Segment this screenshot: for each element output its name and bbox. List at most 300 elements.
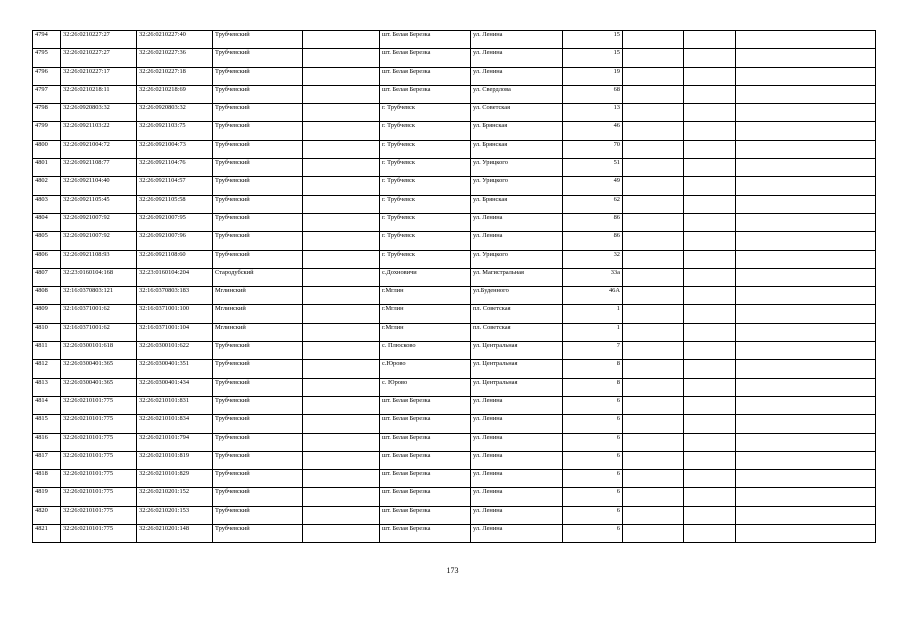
cell-street: ул. Урицкого [471,250,563,268]
cell-parent-cadastral-number: 32:26:0210101:775 [61,470,137,488]
cell-note [736,250,876,268]
cell-parent-cadastral-number: 32:26:0210227:27 [61,31,137,49]
cell-note [736,159,876,177]
cell-cadastral-number: 32:26:0300401:351 [137,360,213,378]
cell-note [736,433,876,451]
cell-row-number: 4799 [33,122,61,140]
cell-house-number: 6 [563,470,623,488]
cell-parent-cadastral-number: 32:26:0920803:32 [61,104,137,122]
cell-district: Трубчевский [213,360,303,378]
cell-settlement-type [303,250,380,268]
cell-street: пл. Советская [471,305,563,323]
cell-locality: шт. Белая Березка [380,49,471,67]
cell-district: Трубчевский [213,378,303,396]
cell-cadastral-number: 32:26:0921007:95 [137,213,213,231]
cell-parent-cadastral-number: 32:26:0210227:27 [61,49,137,67]
cell-settlement-type [303,360,380,378]
cell-cadastral-number: 32:26:0210201:148 [137,525,213,543]
cell-settlement-type [303,195,380,213]
table-row [33,287,876,305]
cell-settlement-type [303,451,380,469]
cell-cadastral-number: 32:26:0210201:152 [137,488,213,506]
cell-row-number: 4795 [33,49,61,67]
cell-row-number: 4802 [33,177,61,195]
cell-settlement-type [303,213,380,231]
cell-district: Трубчевский [213,177,303,195]
registry-table [32,30,876,543]
cell-cadastral-number: 32:26:0921105:58 [137,195,213,213]
cell-parent-cadastral-number: 32:26:0921103:22 [61,122,137,140]
cell-street: ул. Брянская [471,122,563,140]
cell-cadastral-number: 32:23:0160104:204 [137,268,213,286]
cell-parent-cadastral-number: 32:26:0210218:11 [61,85,137,103]
table-row [33,378,876,396]
cell-settlement-type [303,433,380,451]
cell-district: Трубчевский [213,433,303,451]
cell-locality: г.Мглин [380,305,471,323]
cell-building [623,85,684,103]
table-row [33,85,876,103]
cell-street: ул. Ленина [471,451,563,469]
cell-district: Трубчевский [213,415,303,433]
table-row [33,122,876,140]
cell-house-number: 86 [563,232,623,250]
cell-locality: шт. Белая Березка [380,31,471,49]
cell-street: ул. Ленина [471,488,563,506]
cell-apartment [684,122,736,140]
cell-row-number: 4800 [33,140,61,158]
cell-locality: г. Трубчевск [380,177,471,195]
cell-district: Трубчевский [213,488,303,506]
cell-row-number: 4821 [33,525,61,543]
cell-locality: г. Трубчевск [380,250,471,268]
cell-settlement-type [303,287,380,305]
table-row [33,195,876,213]
cell-district: Трубчевский [213,140,303,158]
cell-house-number: 6 [563,506,623,524]
cell-building [623,122,684,140]
cell-apartment [684,49,736,67]
table-row [33,415,876,433]
cell-building [623,506,684,524]
cell-house-number: 32 [563,250,623,268]
cell-note [736,287,876,305]
cell-locality: шт. Белая Березка [380,433,471,451]
cell-locality: шт. Белая Березка [380,396,471,414]
cell-parent-cadastral-number: 32:26:0300401:365 [61,378,137,396]
cell-house-number: 6 [563,433,623,451]
cell-house-number: 6 [563,415,623,433]
cell-note [736,232,876,250]
cell-settlement-type [303,31,380,49]
table-row [33,31,876,49]
cell-locality: г. Трубчевск [380,122,471,140]
cell-street: ул. Ленина [471,433,563,451]
cell-building [623,360,684,378]
cell-locality: г. Трубчевск [380,232,471,250]
cell-parent-cadastral-number: 32:16:0371001:62 [61,323,137,341]
cell-house-number: 15 [563,31,623,49]
table-row [33,433,876,451]
cell-street: ул. Центральная [471,342,563,360]
table-row [33,177,876,195]
cell-street: ул. Ленина [471,67,563,85]
cell-building [623,287,684,305]
cell-building [623,305,684,323]
cell-settlement-type [303,232,380,250]
cell-row-number: 4801 [33,159,61,177]
cell-house-number: 7 [563,342,623,360]
cell-district: Трубчевский [213,506,303,524]
cell-locality: с. Юрово [380,378,471,396]
cell-house-number: 86 [563,213,623,231]
cell-street: ул. Ленина [471,49,563,67]
cell-district: Трубчевский [213,122,303,140]
cell-house-number: 6 [563,396,623,414]
cell-note [736,451,876,469]
cell-district: Трубчевский [213,67,303,85]
cell-house-number: 62 [563,195,623,213]
cell-row-number: 4818 [33,470,61,488]
cell-street: ул. Центральная [471,360,563,378]
cell-house-number: 70 [563,140,623,158]
page-number: 173 [446,566,459,575]
cell-building [623,433,684,451]
cell-row-number: 4816 [33,433,61,451]
cell-district: Мглинский [213,305,303,323]
cell-street: ул. Магистральная [471,268,563,286]
cell-settlement-type [303,470,380,488]
cell-house-number: 6 [563,488,623,506]
table-row [33,140,876,158]
cell-row-number: 4817 [33,451,61,469]
cell-cadastral-number: 32:26:0210218:69 [137,85,213,103]
cell-apartment [684,506,736,524]
cell-cadastral-number: 32:26:0210201:153 [137,506,213,524]
registry-table-body [33,31,876,543]
cell-apartment [684,360,736,378]
cell-row-number: 4805 [33,232,61,250]
cell-note [736,67,876,85]
cell-settlement-type [303,140,380,158]
cell-locality: шт. Белая Березка [380,415,471,433]
cell-street: ул. Советская [471,104,563,122]
cell-parent-cadastral-number: 32:26:0210101:775 [61,415,137,433]
cell-locality: г. Трубчевск [380,104,471,122]
cell-house-number: 46А [563,287,623,305]
cell-note [736,177,876,195]
cell-apartment [684,396,736,414]
cell-street: ул. Ленина [471,415,563,433]
cell-parent-cadastral-number: 32:23:0160104:168 [61,268,137,286]
cell-cadastral-number: 32:16:0371001:100 [137,305,213,323]
cell-parent-cadastral-number: 32:26:0210101:775 [61,488,137,506]
cell-parent-cadastral-number: 32:26:0210227:17 [61,67,137,85]
cell-settlement-type [303,49,380,67]
cell-settlement-type [303,488,380,506]
cell-locality: г.Мглин [380,287,471,305]
cell-apartment [684,488,736,506]
cell-row-number: 4804 [33,213,61,231]
table-row [33,488,876,506]
cell-building [623,49,684,67]
table-row [33,323,876,341]
cell-district: Стародубский [213,268,303,286]
cell-district: Трубчевский [213,342,303,360]
cell-row-number: 4806 [33,250,61,268]
cell-house-number: 68 [563,85,623,103]
cell-note [736,323,876,341]
cell-building [623,195,684,213]
cell-cadastral-number: 32:26:0210101:831 [137,396,213,414]
cell-row-number: 4811 [33,342,61,360]
table-row [33,159,876,177]
cell-locality: г.Мглин [380,323,471,341]
cell-apartment [684,287,736,305]
cell-building [623,378,684,396]
cell-locality: с.Дохновичи [380,268,471,286]
cell-settlement-type [303,342,380,360]
cell-locality: шт. Белая Березка [380,525,471,543]
cell-cadastral-number: 32:16:0370803:183 [137,287,213,305]
cell-street: ул. Центральная [471,378,563,396]
cell-apartment [684,31,736,49]
table-row [33,232,876,250]
cell-district: Мглинский [213,287,303,305]
table-row [33,250,876,268]
cell-settlement-type [303,506,380,524]
cell-apartment [684,67,736,85]
cell-apartment [684,433,736,451]
cell-district: Трубчевский [213,49,303,67]
cell-parent-cadastral-number: 32:16:0370803:121 [61,287,137,305]
cell-parent-cadastral-number: 32:26:0921104:40 [61,177,137,195]
cell-building [623,470,684,488]
cell-settlement-type [303,396,380,414]
cell-row-number: 4796 [33,67,61,85]
cell-district: Трубчевский [213,451,303,469]
table-row [33,451,876,469]
cell-settlement-type [303,323,380,341]
cell-house-number: 6 [563,525,623,543]
cell-cadastral-number: 32:16:0371001:104 [137,323,213,341]
cell-apartment [684,268,736,286]
cell-parent-cadastral-number: 32:26:0921007:92 [61,213,137,231]
cell-district: Трубчевский [213,396,303,414]
cell-street: ул. Ленина [471,470,563,488]
cell-cadastral-number: 32:26:0921007:96 [137,232,213,250]
cell-street: пл. Советская [471,323,563,341]
cell-locality: г. Трубчевск [380,213,471,231]
cell-street: ул. Ленина [471,525,563,543]
cell-parent-cadastral-number: 32:26:0921105:45 [61,195,137,213]
cell-street: ул. Ленина [471,396,563,414]
table-row [33,506,876,524]
cell-street: ул. Ленина [471,506,563,524]
cell-apartment [684,470,736,488]
cell-note [736,378,876,396]
cell-apartment [684,104,736,122]
cell-row-number: 4812 [33,360,61,378]
cell-note [736,268,876,286]
cell-district: Трубчевский [213,232,303,250]
cell-locality: шт. Белая Березка [380,451,471,469]
cell-apartment [684,213,736,231]
table-row [33,305,876,323]
cell-cadastral-number: 32:26:0210101:834 [137,415,213,433]
cell-settlement-type [303,378,380,396]
cell-building [623,415,684,433]
cell-house-number: 33а [563,268,623,286]
cell-settlement-type [303,177,380,195]
cell-building [623,396,684,414]
cell-locality: шт. Белая Березка [380,67,471,85]
cell-cadastral-number: 32:26:0210101:794 [137,433,213,451]
cell-parent-cadastral-number: 32:26:0921108:93 [61,250,137,268]
cell-cadastral-number: 32:26:0210227:40 [137,31,213,49]
cell-building [623,342,684,360]
cell-settlement-type [303,159,380,177]
cell-apartment [684,305,736,323]
cell-settlement-type [303,104,380,122]
cell-street: ул. Ленина [471,213,563,231]
cell-building [623,525,684,543]
cell-row-number: 4813 [33,378,61,396]
cell-house-number: 1 [563,305,623,323]
cell-cadastral-number: 32:26:0300101:622 [137,342,213,360]
cell-parent-cadastral-number: 32:26:0921007:92 [61,232,137,250]
cell-street: ул. Урицкого [471,177,563,195]
cell-row-number: 4809 [33,305,61,323]
table-row [33,268,876,286]
cell-street: ул. Ленина [471,31,563,49]
cell-cadastral-number: 32:26:0210101:819 [137,451,213,469]
cell-district: Трубчевский [213,104,303,122]
cell-note [736,305,876,323]
cell-cadastral-number: 32:26:0921104:57 [137,177,213,195]
cell-row-number: 4810 [33,323,61,341]
cell-building [623,213,684,231]
cell-street: ул. Ленина [471,232,563,250]
cell-house-number: 8 [563,360,623,378]
cell-row-number: 4794 [33,31,61,49]
cell-locality: г. Трубчевск [380,159,471,177]
cell-note [736,488,876,506]
cell-building [623,177,684,195]
cell-row-number: 4808 [33,287,61,305]
cell-house-number: 19 [563,67,623,85]
cell-cadastral-number: 32:26:0920803:32 [137,104,213,122]
cell-building [623,268,684,286]
cell-row-number: 4797 [33,85,61,103]
table-row [33,67,876,85]
cell-parent-cadastral-number: 32:26:0210101:775 [61,506,137,524]
cell-parent-cadastral-number: 32:26:0921004:72 [61,140,137,158]
cell-cadastral-number: 32:26:0921103:75 [137,122,213,140]
cell-street: ул.Буденного [471,287,563,305]
cell-row-number: 4819 [33,488,61,506]
table-row [33,213,876,231]
cell-note [736,104,876,122]
cell-parent-cadastral-number: 32:26:0300401:365 [61,360,137,378]
cell-row-number: 4803 [33,195,61,213]
cell-cadastral-number: 32:26:0210227:36 [137,49,213,67]
cell-house-number: 49 [563,177,623,195]
cell-building [623,232,684,250]
cell-apartment [684,525,736,543]
table-row [33,49,876,67]
cell-note [736,195,876,213]
cell-street: ул. Урицкого [471,159,563,177]
cell-building [623,67,684,85]
table-row [33,360,876,378]
cell-cadastral-number: 32:26:0300401:434 [137,378,213,396]
cell-settlement-type [303,415,380,433]
cell-locality: г. Трубчевск [380,195,471,213]
cell-apartment [684,195,736,213]
cell-settlement-type [303,268,380,286]
cell-street: ул. Брянская [471,140,563,158]
cell-locality: с. Плюсково [380,342,471,360]
cell-row-number: 4815 [33,415,61,433]
cell-street: ул. Свердлова [471,85,563,103]
cell-locality: шт. Белая Березка [380,470,471,488]
cell-apartment [684,378,736,396]
cell-parent-cadastral-number: 32:26:0210101:775 [61,451,137,469]
cell-district: Трубчевский [213,470,303,488]
cell-locality: с.Юрово [380,360,471,378]
cell-district: Трубчевский [213,250,303,268]
cell-house-number: 13 [563,104,623,122]
cell-settlement-type [303,305,380,323]
cell-house-number: 15 [563,49,623,67]
cell-note [736,525,876,543]
cell-house-number: 6 [563,451,623,469]
cell-apartment [684,250,736,268]
table-row [33,525,876,543]
cell-building [623,250,684,268]
cell-parent-cadastral-number: 32:26:0210101:775 [61,433,137,451]
cell-note [736,360,876,378]
cell-district: Трубчевский [213,195,303,213]
cell-apartment [684,159,736,177]
cell-parent-cadastral-number: 32:26:0210101:775 [61,525,137,543]
cell-district: Трубчевский [213,85,303,103]
cell-building [623,31,684,49]
cell-building [623,140,684,158]
cell-note [736,415,876,433]
cell-row-number: 4820 [33,506,61,524]
cell-cadastral-number: 32:26:0210101:829 [137,470,213,488]
cell-district: Трубчевский [213,213,303,231]
cell-settlement-type [303,67,380,85]
cell-apartment [684,451,736,469]
cell-settlement-type [303,122,380,140]
cell-row-number: 4807 [33,268,61,286]
cell-apartment [684,342,736,360]
cell-note [736,49,876,67]
cell-locality: г. Трубчевск [380,140,471,158]
cell-cadastral-number: 32:26:0921108:60 [137,250,213,268]
cell-parent-cadastral-number: 32:16:0371001:62 [61,305,137,323]
cell-locality: шт. Белая Березка [380,506,471,524]
cell-parent-cadastral-number: 32:26:0210101:775 [61,396,137,414]
cell-house-number: 51 [563,159,623,177]
table-row [33,470,876,488]
cell-parent-cadastral-number: 32:26:0300101:618 [61,342,137,360]
cell-cadastral-number: 32:26:0210227:18 [137,67,213,85]
cell-note [736,342,876,360]
